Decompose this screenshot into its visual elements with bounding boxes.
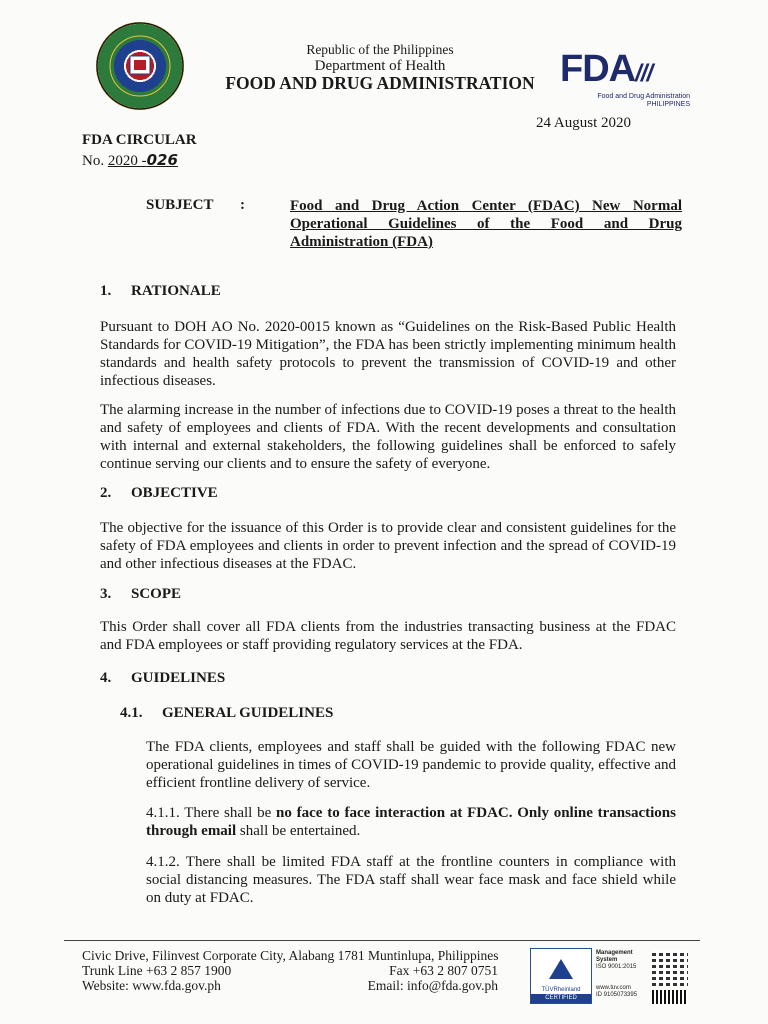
subject-text: Food and Drug Action Center (FDAC) New Normal Operational Guidelines of the Food and Drug Administration (FDA) <box>290 198 682 250</box>
section-4-heading <box>100 670 225 687</box>
iso-info <box>596 950 656 999</box>
general-guidelines-paragraph: The FDA clients, employees and staff shall be guided with the following FDAC new operational guidelines in times of COVID-19 pandemic to provide quality, effective and efficient frontline delivery of service. <box>146 739 676 791</box>
section-4-1-heading <box>120 705 333 722</box>
tuv-triangle-icon <box>549 959 573 979</box>
circular-title: FDA CIRCULAR <box>82 132 197 148</box>
footer-address: Civic Drive, Filinvest Corporate City, Alabang 1781 Muntinlupa, Philippines <box>82 948 499 963</box>
section-2-title: OBJECTIVE <box>131 485 218 501</box>
barcode-icon <box>652 990 688 1004</box>
section-4-title: GUIDELINES <box>131 670 226 686</box>
circular-id <box>82 130 197 171</box>
circular-no-label: No. <box>82 153 105 169</box>
guideline-4-1-1 <box>146 804 676 840</box>
circular-no <box>108 153 178 169</box>
footer-website: Website: www.fda.gov.ph <box>82 978 221 993</box>
header-department: Department of Health <box>314 58 446 74</box>
section-3-num: 3. <box>100 586 112 602</box>
tuv-certification-badge <box>530 948 592 1004</box>
iso-standard: ISO 9001:2015 <box>596 964 637 970</box>
footer-email: Email: info@fda.gov.ph <box>367 978 498 993</box>
qr-code-pattern <box>652 950 688 986</box>
section-1-num: 1. <box>100 283 112 299</box>
section-3-heading <box>100 586 181 603</box>
circular-no-handwritten: 026 <box>146 151 178 169</box>
iso-system: System <box>596 957 618 963</box>
iso-id: ID 9105073395 <box>596 992 638 998</box>
header-agency: FOOD AND DRUG ADMINISTRATION <box>225 73 535 93</box>
guideline-4-1-1-post: shall be entertained. <box>236 823 361 839</box>
section-4-1-title: GENERAL GUIDELINES <box>162 705 334 721</box>
scope-paragraph: This Order shall cover all FDA clients from the industries transacting business at the FDAC and FDA employees or staff providing regulatory services at the FDA. <box>100 619 676 653</box>
rationale-paragraph-1: Pursuant to DOH AO No. 2020-0015 known as “Guidelines on the Risk-Based Public Health Standards for COVID-19 Mitigation”, the FDA has been strictly implementing minimum health standards and health safety protocols to prevent the transmission of COVID-19 and other infectious diseases. <box>100 319 676 389</box>
footer-divider <box>64 940 700 941</box>
section-1-title: RATIONALE <box>131 283 221 299</box>
section-4-num: 4. <box>100 670 112 686</box>
iso-mgmt: Management <box>596 950 633 956</box>
fda-logo: FDA/// Food and Drug Administration PHILIPPINES <box>560 48 690 108</box>
iso-url: www.tuv.com <box>596 985 631 991</box>
section-3-title: SCOPE <box>131 586 182 602</box>
circular-no-printed: 2020 - <box>107 153 147 169</box>
document-date: 24 August 2020 <box>536 115 632 131</box>
rationale-paragraph-2: The alarming increase in the number of infections due to COVID-19 poses a threat to the health and safety of employees and clients of FDA. With the recent developments and consultation with internal and external stakeholders, the following guidelines shall be enforced to safely continue serving our clients and to ensure the safety of everyone. <box>100 402 676 472</box>
guideline-4-1-1-bold: no face to face interaction at FDAC. Only online transactions through email <box>146 805 676 839</box>
subject-colon: : <box>240 197 245 213</box>
header-republic: Republic of the Philippines <box>306 42 454 57</box>
tuv-certified-label: CERTIFIED <box>531 994 591 1003</box>
footer-trunk: Trunk Line +63 2 857 1900 <box>82 963 232 978</box>
section-1-heading <box>100 283 221 300</box>
objective-paragraph: The objective for the issuance of this Order is to provide clear and consistent guidelines for the safety of FDA employees and clients in order to prevent infection and the spread of COVID-19 and other infectious diseases at the FDAC. <box>100 520 676 572</box>
guideline-4-1-2: 4.1.2. There shall be limited FDA staff at the frontline counters in compliance with social distancing measures. The FDA staff shall wear face mask and face shield while on duty at FDAC. <box>146 854 676 906</box>
guideline-4-1-1-pre: 4.1.1. There shall be <box>146 805 277 821</box>
section-2-heading <box>100 485 218 502</box>
seal-ring-text <box>96 22 184 110</box>
subject-label: SUBJECT <box>146 197 214 213</box>
section-2-num: 2. <box>100 485 112 501</box>
footer-fax: Fax +63 2 807 0751 <box>389 963 498 978</box>
section-4-1-num: 4.1. <box>120 705 143 721</box>
tuv-brand: TÜVRheinland <box>541 987 581 993</box>
